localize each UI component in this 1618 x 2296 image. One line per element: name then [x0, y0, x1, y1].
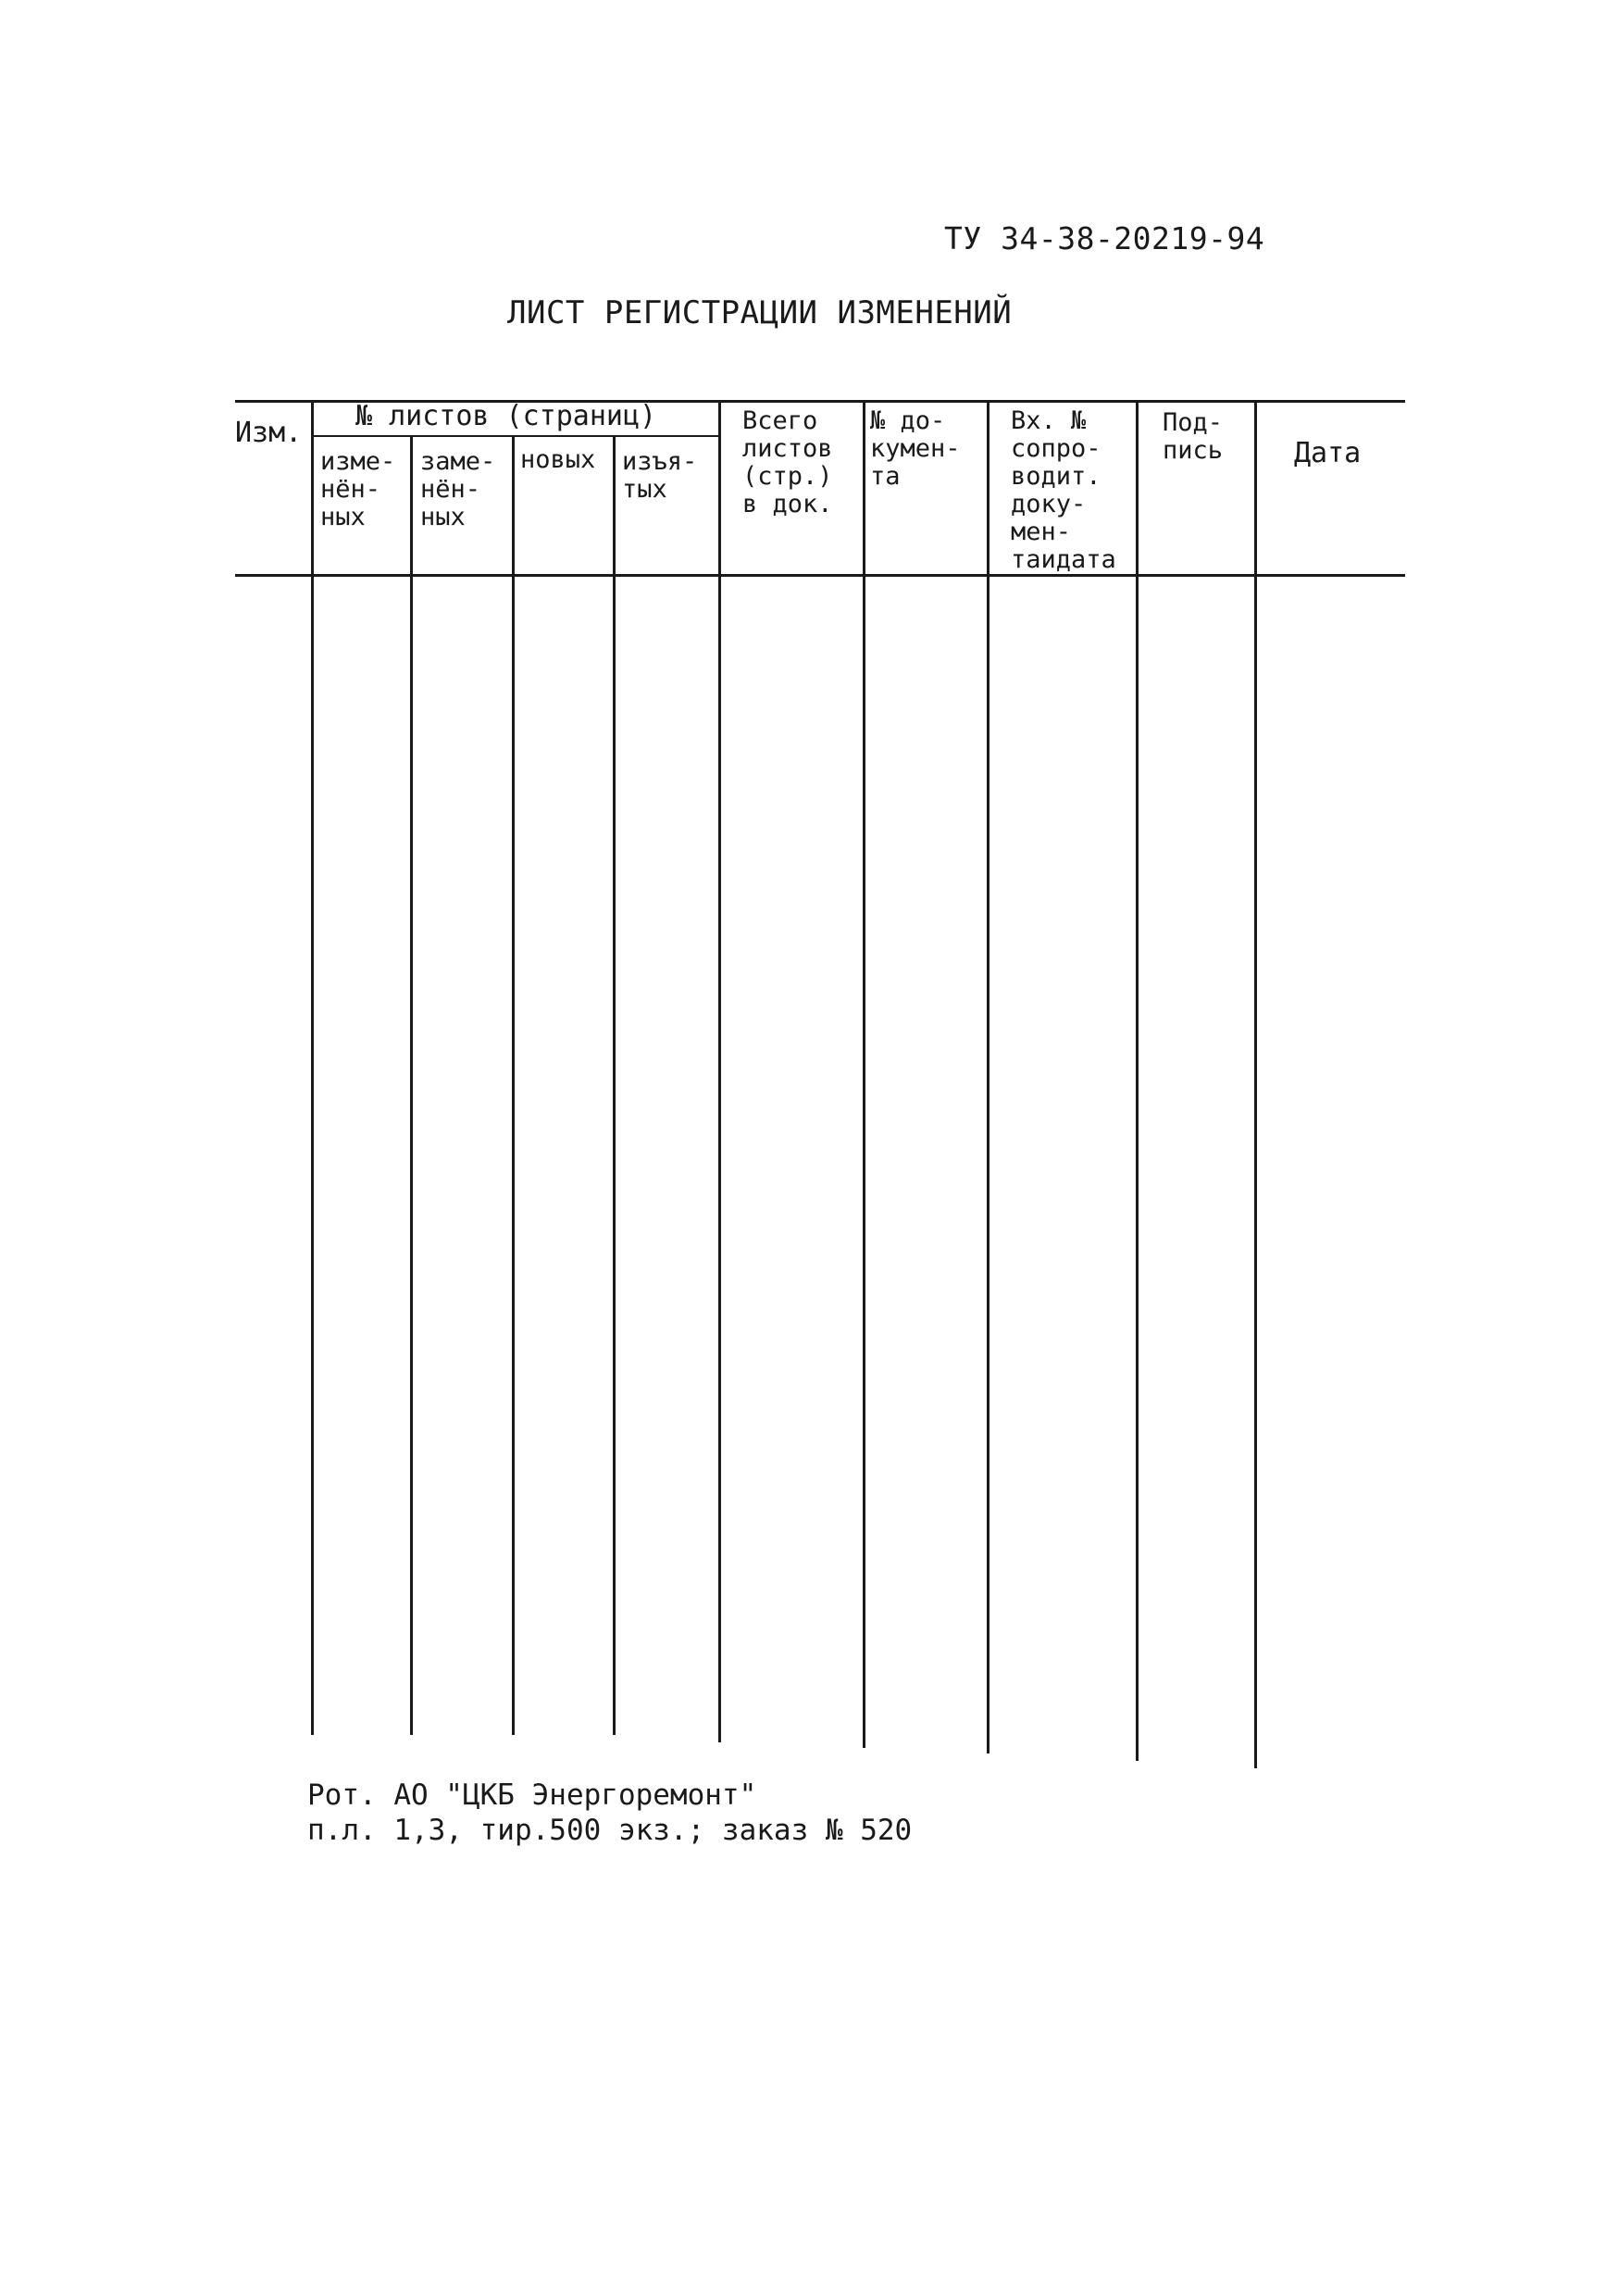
footer-publisher: Рот. АО "ЦКБ Энергоремонт": [307, 1778, 757, 1812]
col-divider-4: [613, 437, 616, 1735]
footer-print-info: п.л. 1,3, тир.500 экз.; заказ № 520: [307, 1814, 913, 1847]
column-header-signature: Под- пись: [1163, 408, 1224, 465]
page-title: ЛИСТ РЕГИСТРАЦИИ ИЗМЕНЕНИЙ: [507, 294, 1013, 331]
col-divider-3: [512, 437, 515, 1735]
column-header-removed: изъя- тых: [622, 447, 698, 504]
col-divider-5: [718, 400, 721, 1742]
col-divider-7: [987, 400, 989, 1753]
column-header-new: новых: [520, 445, 596, 474]
col-divider-8: [1136, 400, 1139, 1761]
column-header-izm: Изм.: [235, 417, 303, 449]
column-header-doc-number: № до- кумен- та: [870, 406, 961, 491]
column-group-sheets: № листов (страниц): [355, 400, 657, 432]
column-header-total: Всего листов (стр.) в док.: [742, 406, 833, 518]
column-header-replaced: заме- нён- ных: [420, 447, 496, 531]
col-divider-6: [863, 400, 865, 1748]
column-header-incoming: Вх. № сопро- водит. доку- мен- таидата: [1011, 406, 1116, 574]
table-group-divider: [313, 435, 720, 437]
column-header-changed: изме- нён- ных: [320, 447, 396, 531]
document-code: ТУ 34-38-20219-94: [944, 220, 1265, 256]
col-divider-2: [410, 437, 413, 1735]
col-divider-1: [311, 400, 314, 1735]
col-divider-9: [1254, 400, 1257, 1768]
column-header-date: Дата: [1294, 437, 1362, 469]
